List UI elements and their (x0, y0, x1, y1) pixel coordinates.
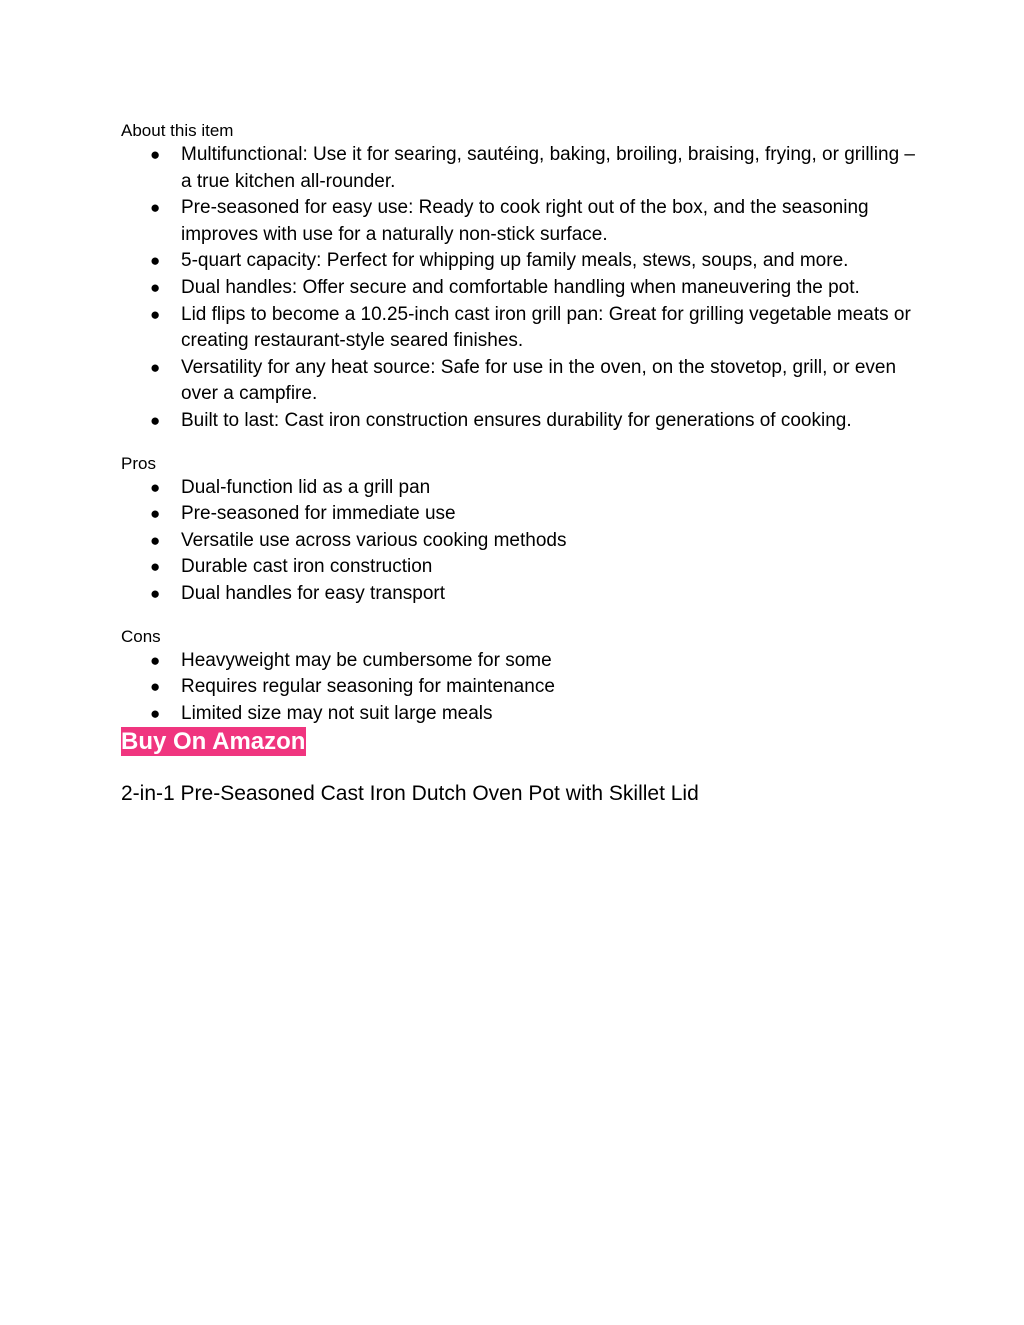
cons-list (121, 648, 921, 728)
bullet-icon: ● (150, 304, 161, 324)
cons-item-text: Limited size may not suit large meals (181, 702, 493, 724)
bullet-icon: ● (150, 277, 161, 297)
list-item (121, 275, 921, 302)
list-item (121, 501, 921, 528)
about-item-text: Dual handles: Offer secure and comfortable handling when maneuvering the pot. (181, 276, 860, 298)
pros-heading: Pros (121, 453, 156, 473)
about-item-text: Built to last: Cast iron construction ensures durability for generations of cooking. (181, 409, 852, 431)
list-item (121, 142, 921, 195)
list-item (121, 248, 921, 275)
bullet-icon: ● (150, 145, 161, 164)
buy-on-amazon-button[interactable]: Buy On Amazon (121, 728, 306, 756)
list-item (121, 581, 921, 608)
bullet-icon: ● (150, 198, 161, 218)
bullet-icon: ● (150, 650, 161, 670)
buy-button-wrapper (121, 727, 921, 756)
pros-item-text: Pre-seasoned for immediate use (181, 503, 456, 525)
pros-item-text: Dual handles for easy transport (181, 582, 446, 604)
bullet-icon: ● (150, 530, 161, 550)
pros-item-text: Durable cast iron construction (181, 556, 433, 578)
cons-item-text: Heavyweight may be cumbersome for some (181, 649, 552, 671)
list-item (121, 648, 921, 675)
product-title: 2-in-1 Pre-Seasoned Cast Iron Dutch Oven Pot with Skillet Lid (121, 782, 699, 806)
list-item (121, 528, 921, 555)
pros-item-text: Dual-function lid as a grill pan (181, 476, 431, 498)
bullet-icon: ● (150, 677, 161, 697)
bullet-icon: ● (150, 357, 161, 377)
about-section (121, 120, 921, 435)
bullet-icon: ● (150, 703, 161, 723)
about-list (121, 142, 921, 435)
list-item (121, 302, 921, 355)
list-item (121, 554, 921, 581)
cons-item-text: Requires regular seasoning for maintenance (181, 676, 555, 698)
product-review-section (121, 120, 921, 807)
bullet-icon: ● (150, 251, 161, 271)
spacer (121, 435, 921, 453)
about-item-text: 5-quart capacity: Perfect for whipping up family meals, stews, soups, and more. (181, 250, 849, 272)
cons-heading: Cons (121, 626, 161, 646)
bullet-icon: ● (150, 504, 161, 524)
bullet-icon: ● (150, 557, 161, 577)
bullet-icon: ● (150, 583, 161, 603)
list-item (121, 195, 921, 248)
spacer (121, 608, 921, 626)
list-item (121, 475, 921, 502)
cons-section (121, 626, 921, 728)
bullet-icon: ● (150, 410, 161, 430)
pros-list (121, 475, 921, 608)
bullet-icon: ● (150, 477, 161, 497)
list-item (121, 674, 921, 701)
about-item-text: Multifunctional: Use it for searing, sautéing, baking, broiling, braising, frying, or grilling – a true kitchen all-rounder. (181, 144, 915, 192)
about-item-text: Versatility for any heat source: Safe for use in the oven, on the stovetop, grill, or even over a campfire. (181, 356, 897, 405)
pros-section (121, 453, 921, 608)
pros-item-text: Versatile use across various cooking methods (181, 529, 567, 551)
about-heading: About this item (121, 121, 234, 140)
list-item (121, 408, 921, 435)
about-item-text: Lid flips to become a 10.25-inch cast iron grill pan: Great for grilling vegetable meats or creating restaurant-style seared finishes. (181, 303, 911, 352)
about-item-text: Pre-seasoned for easy use: Ready to cook right out of the box, and the seasoning improves with use for a naturally non-stick surface. (181, 197, 869, 245)
list-item (121, 701, 921, 728)
list-item (121, 355, 921, 408)
